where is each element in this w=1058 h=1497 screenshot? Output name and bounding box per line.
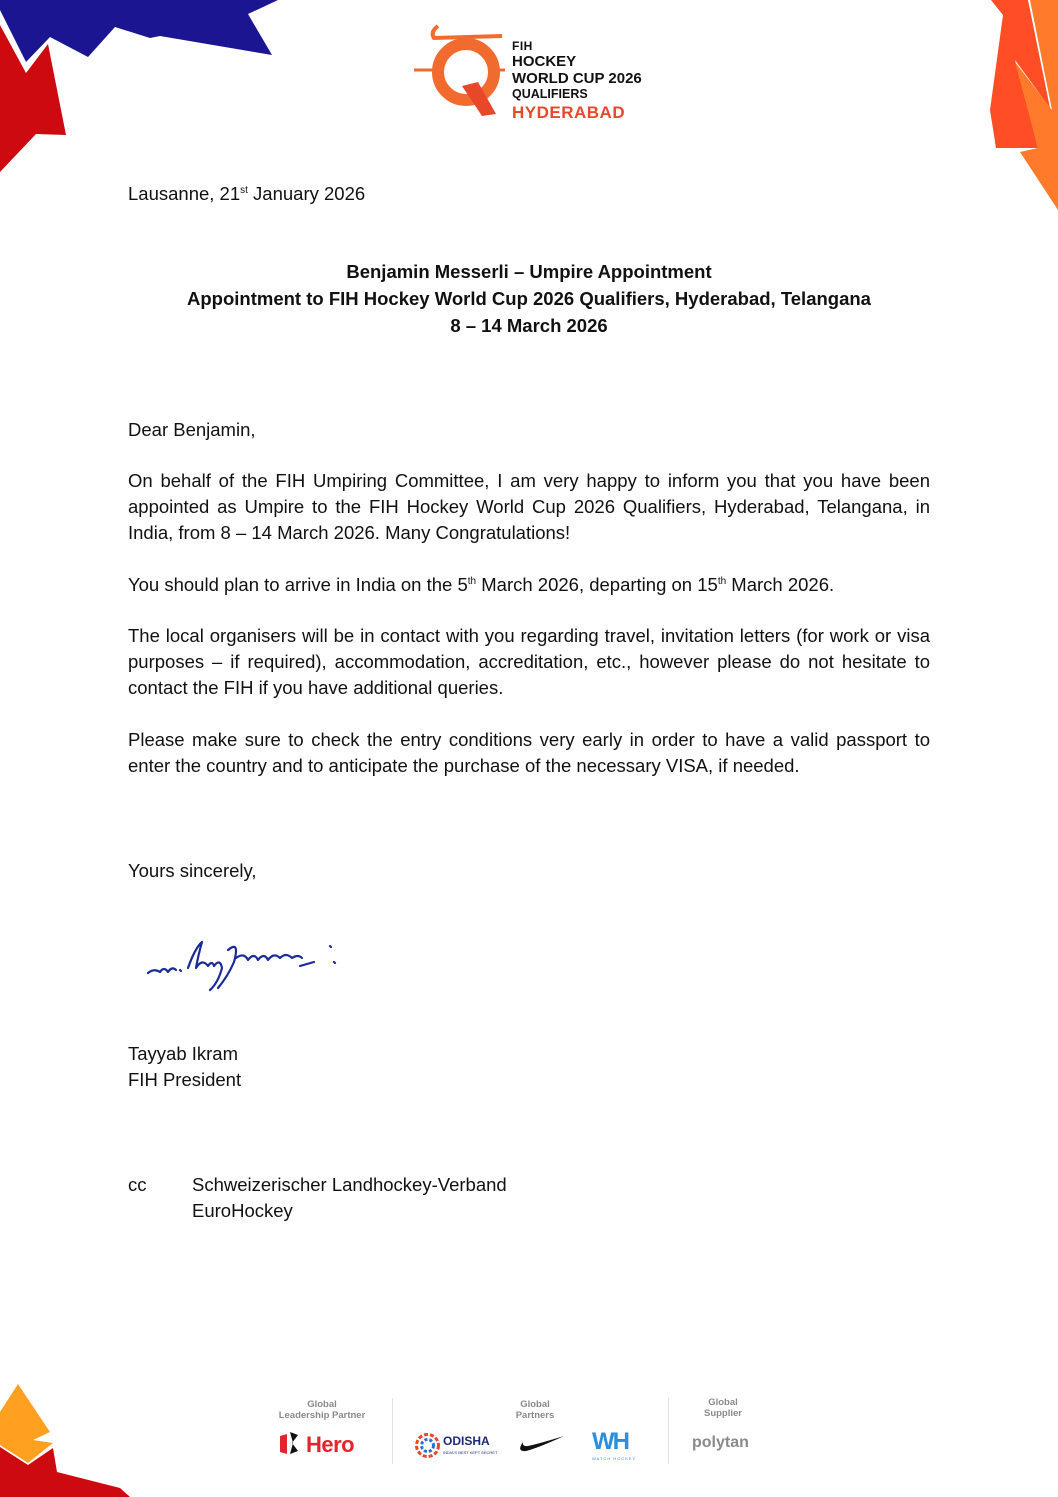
logo-org: FIH (512, 39, 533, 53)
logo-wordmark (512, 40, 642, 121)
signer-title: FIH President (128, 1069, 242, 1090)
date-suffix: January 2026 (247, 183, 366, 204)
sponsor-group-label (693, 1397, 753, 1419)
sponsor-group-label (505, 1399, 565, 1421)
letter-date (128, 181, 365, 207)
label-line: Supplier (703, 1408, 742, 1419)
date-prefix: Lausanne, 21 (128, 183, 241, 204)
heading-line2: Appointment to FIH Hockey World Cup 2026 Qualifiers, Hyderabad, Telangana (187, 288, 871, 309)
paragraph-appointment: On behalf of the FIH Umpiring Committee, I am very happy to inform you that you have been appointed as Umpire to the FIH Hockey World Cup 2026 Qualifiers, Hyderabad, Telangana, in India, from 8 – 14 March 2026. Many Congratulations! (128, 470, 930, 543)
polytan-logo: polytan (692, 1434, 749, 1451)
odisha-tagline: INDIA'S BEST KEPT SECRET (443, 1450, 498, 1455)
paragraph-organisers: The local organisers will be in contact with you regarding travel, invitation letters (for work or visa purposes – if required), accommodation, accreditation, etc., however please do not hesitate to contact the FIH if you have additional queries. (128, 625, 930, 698)
logo-line1: HOCKEY (512, 53, 577, 70)
paragraph-arrival (128, 572, 930, 598)
label-line: Partners (515, 1410, 555, 1421)
sponsor-divider (668, 1398, 669, 1464)
arrival-sup-2: th (717, 576, 727, 587)
closing: Yours sincerely, (128, 860, 257, 881)
arrival-sup-1: th (467, 576, 477, 587)
hero-logo-mark (280, 1432, 302, 1454)
heading-line1: Benjamin Messerli – Umpire Appointment (346, 261, 712, 282)
heading-line3: 8 – 14 March 2026 (450, 315, 608, 336)
sponsor-divider (392, 1398, 393, 1464)
logo-line2: WORLD CUP 2026 (512, 70, 642, 87)
odisha-logo-mark (415, 1433, 440, 1458)
signature (140, 928, 350, 998)
watch-hockey-tagline: WATCH HOCKEY (592, 1456, 637, 1461)
arrival-text-3: March 2026. (726, 574, 835, 595)
signer-name: Tayyab Ikram (128, 1043, 239, 1064)
odisha-logo: ODISHA (443, 1434, 490, 1448)
arrival-text-1: You should plan to arrive in India on the 5 (128, 574, 468, 595)
label-line: Global (307, 1399, 337, 1410)
logo-line3: QUALIFIERS (512, 87, 588, 101)
top-left-decoration (0, 0, 300, 200)
paragraph-visa: Please make sure to check the entry conditions very early in order to have a valid passport to enter the country and to anticipate the purchase of the necessary VISA, if needed. (128, 729, 930, 776)
cc-recipient: EuroHockey (192, 1200, 293, 1221)
watch-hockey-logo: WH (592, 1428, 628, 1455)
cc-recipient: Schweizerischer Landhockey-Verband (192, 1174, 507, 1195)
label-line: Leadership Partner (278, 1410, 366, 1421)
salutation: Dear Benjamin, (128, 419, 256, 440)
hero-logo: Hero (306, 1432, 355, 1457)
letter-heading (0, 258, 1058, 339)
top-right-decoration (958, 0, 1058, 220)
label-line: Global (520, 1399, 550, 1410)
bottom-left-decoration (0, 1370, 130, 1497)
date-sup: st (240, 185, 248, 196)
sponsor-group-label (268, 1399, 376, 1421)
cc-label: cc (128, 1174, 147, 1195)
arrival-text-2: March 2026, departing on 15 (476, 574, 718, 595)
logo-city: HYDERABAD (512, 102, 626, 122)
label-line: Global (708, 1397, 738, 1408)
nike-swoosh-icon (518, 1434, 564, 1454)
cc-list (192, 1172, 507, 1224)
